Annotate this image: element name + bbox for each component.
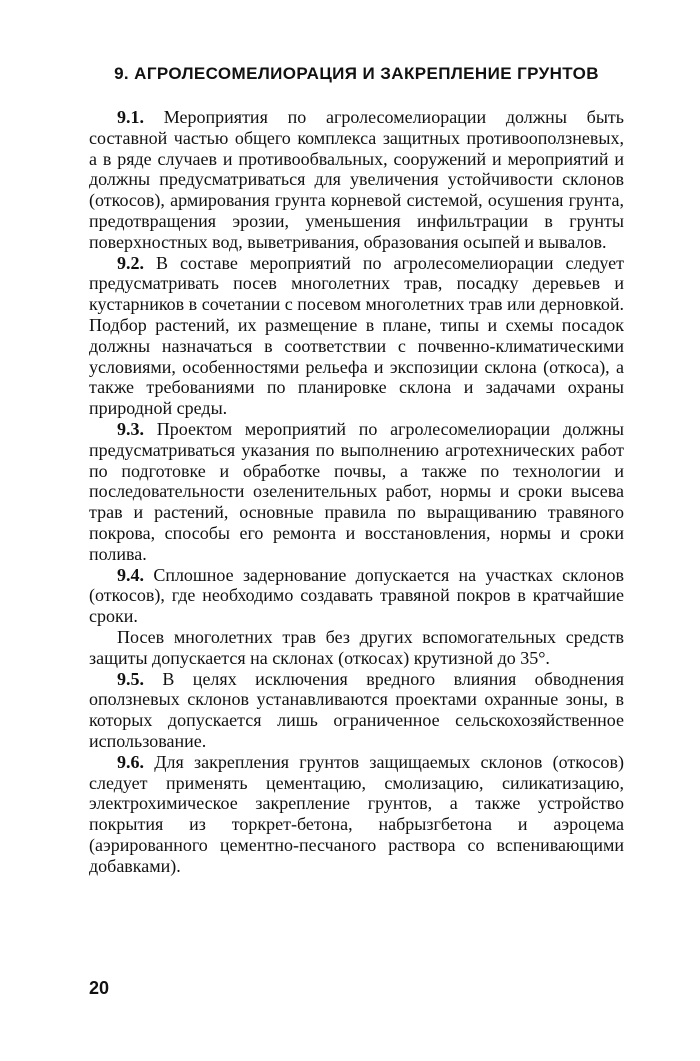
paragraph-number: 9.1.: [117, 107, 144, 127]
paragraph-9-5: [89, 669, 624, 752]
paragraph-9-3: [89, 419, 624, 565]
page-number: 20: [89, 978, 110, 998]
paragraph-number: 9.4.: [117, 564, 144, 585]
paragraph-text: Для закрепления грунтов защищаемых склонов (откосов) следует применять цементацию, смолизацию, силикатизацию, электрохимическое закрепление грунтов, а также устройство покрытия из торкрет-бетона, набрызгбетона и аэроцема (аэрированного цементно-песчаного раствора со вспенивающими добавками).: [89, 751, 624, 876]
paragraph-text: Посев многолетних трав без других вспомогательных средств защиты допускается на склонах (откосах) крутизной до 35°.: [89, 626, 624, 668]
page-content: [89, 64, 624, 876]
paragraph-9-4: [89, 565, 624, 627]
paragraph-9-2: [89, 253, 624, 419]
section-heading: 9. АГРОЛЕСОМЕЛИОРАЦИЯ И ЗАКРЕПЛЕНИЕ ГРУНТОВ: [114, 64, 599, 83]
paragraph-text: Сплошное задернование допускается на участках склонов (откосов), где необходимо создавать травяной покров в кратчайшие сроки.: [89, 564, 624, 627]
paragraph-number: 9.5.: [117, 668, 144, 689]
paragraph-9-6: [89, 752, 624, 877]
paragraph-number: 9.3.: [117, 418, 144, 439]
paragraph-text: Проектом мероприятий по агролесомелиорации должны предусматриваться указания по выполнению агротехнических работ по подготовке и обработке почвы, а также по технологии и последовательности озеленительных работ, нормы и сроки высева трав и растений, основные правила по выращиванию травяного покрова, способы его ремонта и восстановления, нормы и сроки полива.: [89, 418, 625, 564]
paragraph-number: 9.2.: [117, 252, 144, 273]
paragraph-9-1: [89, 107, 624, 253]
paragraph-text: Мероприятия по агролесомелиорации должны быть составной частью общего комплекса защитных противооползневых, а в ряде случаев и противообвальных, сооружений и мероприятий и должны предусматриваться для увеличения устойчивости склонов (откосов), армирования грунта корневой системой, осушения грунта, предотвращения эрозии, уменьшения инфильтрации в грунты поверхностных вод, выветривания, образования осыпей и вывалов.: [89, 107, 624, 252]
paragraph-text: В целях исключения вредного влияния обводнения оползневых склонов устанавливаются проектами охранные зоны, в которых допускается лишь ограниченное сельскохозяйственное использование.: [89, 668, 625, 751]
paragraph-number: 9.6.: [117, 751, 144, 772]
paragraph-text: В составе мероприятий по агролесомелиорации следует предусматривать посев многолетних трав, посадку деревьев и кустарников в сочетании с посевом многолетних трав или дерновкой. Подбор растений, их размещение в плане, типы и схемы посадок должны назначаться в соответствии с почвенно-климатическими условиями, особенностями рельефа и экспозиции склона (откоса), а также требованиями по планировке склона и задачами охраны природной среды.: [89, 252, 625, 419]
paragraph-9-4-cont: [89, 627, 624, 669]
